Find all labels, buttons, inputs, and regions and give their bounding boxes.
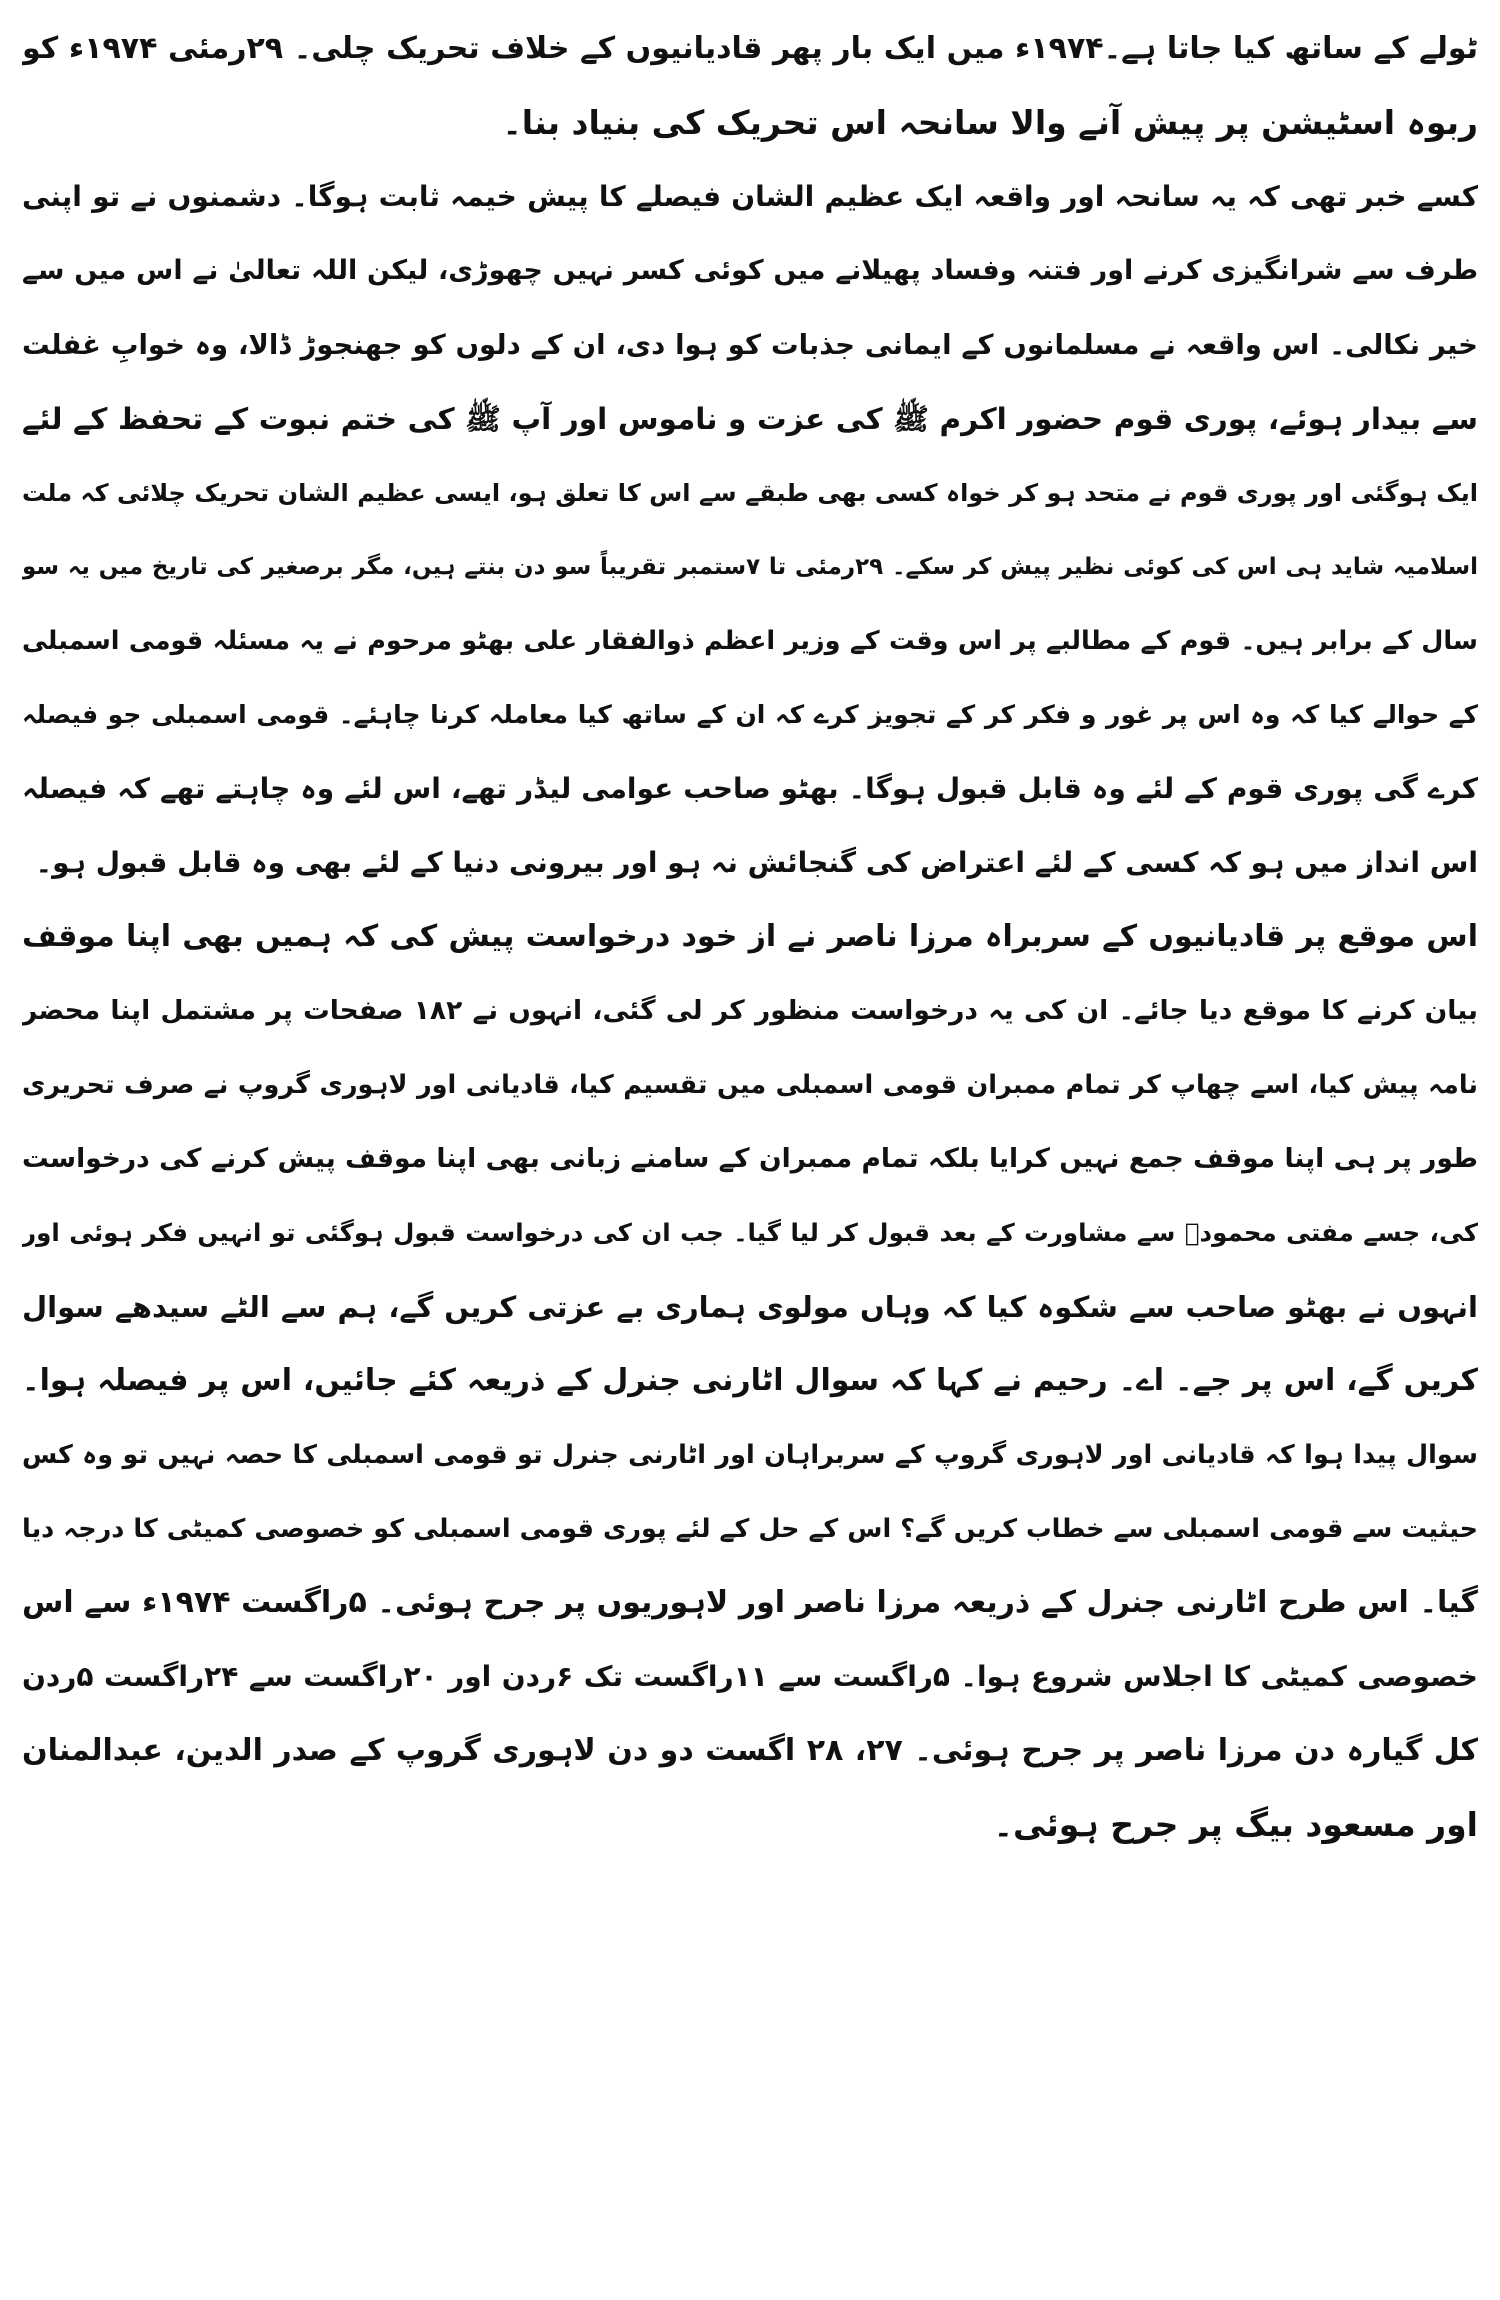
paragraph-2 <box>22 160 1478 900</box>
document-page <box>22 12 1478 2288</box>
text-line: خصوصی کمیٹی کا اجلاس شروع ہوا۔ ۵راگست سے ۱۱راگست تک ۶ردن اور ۲۰راگست سے ۲۴راگست ۵ردن <box>22 1660 1478 1693</box>
text-line: سوال پیدا ہوا کہ قادیانی اور لاہوری گروپ کے سربراہان اور اٹارنی جنرل تو قومی اسمبلی کا حصہ نہیں تو وہ کس <box>22 1440 1478 1470</box>
text-line: ایک ہوگئی اور پوری قوم نے متحد ہو کر خواہ کسی بھی طبقے سے اس کا تعلق ہو، ایسی عظیم الشان تحریک چلائی کہ ملت <box>22 479 1478 507</box>
text-line: انہوں نے بھٹو صاحب سے شکوہ کیا کہ وہاں مولوی ہماری بے عزتی کریں گے، ہم سے الٹے سیدھے سوال <box>22 1290 1478 1324</box>
text-line: کل گیارہ دن مرزا ناصر پر جرح ہوئی۔ ۲۷، ۲۸ اگست دو دن لاہوری گروپ کے صدر الدین، عبدالمنان <box>22 1733 1478 1768</box>
text-line: گیا۔ اس طرح اٹارنی جنرل کے ذریعہ مرزا ناصر اور لاہوریوں پر جرح ہوئی۔ ۵راگست ۱۹۷۴ء سے اس <box>22 1585 1478 1620</box>
text-line: اسلامیہ شاید ہی اس کی کوئی نظیر پیش کر سکے۔ ۲۹رمئی تا ۷ستمبر تقریباً سو دن بنتے ہیں، مگر برصغیر کی تاریخ میں یہ سو <box>22 554 1478 580</box>
text-line: کرے گی پوری قوم کے لئے وہ قابل قبول ہوگا۔ بھٹو صاحب عوامی لیڈر تھے، اس لئے وہ چاہتے تھے کہ فیصلہ <box>22 772 1478 805</box>
text-line: طور پر ہی اپنا موقف جمع نہیں کرایا بلکہ تمام ممبران کے سامنے زبانی بھی اپنا موقف پیش کرنے کی درخواست <box>22 1143 1478 1174</box>
text-line: ٹولے کے ساتھ کیا جاتا ہے۔۱۹۷۴ء میں ایک بار پھر قادیانیوں کے خلاف تحریک چلی۔ ۲۹رمئی ۱۹۷۴ء کو <box>22 31 1478 66</box>
text-line: اس انداز میں ہو کہ کسی کے لئے اعتراض کی گنجائش نہ ہو اور بیرونی دنیا کے لئے بھی وہ قابل قبول ہو۔ <box>35 846 1478 879</box>
text-line: کریں گے، اس پر جے۔ اے۔ رحیم نے کہا کہ سوال اٹارنی جنرل کے ذریعہ کئے جائیں، اس پر فیصلہ ہوا۔ <box>22 1363 1478 1398</box>
text-line: بیان کرنے کا موقع دیا جائے۔ ان کی یہ درخواست منظور کر لی گئی، انہوں نے ۱۸۲ صفحات پر مشتمل اپنا محضر <box>22 995 1478 1026</box>
paragraph-3 <box>22 900 1478 1862</box>
text-line: حیثیت سے قومی اسمبلی سے خطاب کریں گے؟ اس کے حل کے لئے پوری قومی اسمبلی کو خصوصی کمیٹی کا درجہ دیا <box>22 1514 1478 1544</box>
text-line: خیر نکالی۔ اس واقعہ نے مسلمانوں کے ایمانی جذبات کو ہوا دی، ان کے دلوں کو جھنجوڑ ڈالا، وہ خوابِ غفلت <box>22 329 1478 361</box>
text-line: کے حوالے کیا کہ وہ اس پر غور و فکر کر کے تجویز کرے کہ ان کے ساتھ کیا معاملہ کرنا چاہئے۔ قومی اسمبلی جو فیصلہ <box>22 700 1478 729</box>
text-line: سال کے برابر ہیں۔ قوم کے مطالبے پر اس وقت کے وزیر اعظم ذوالفقار علی بھٹو مرحوم نے یہ مسئلہ قومی اسمبلی <box>22 626 1478 656</box>
text-line: نامہ پیش کیا، اسے چھاپ کر تمام ممبران قومی اسمبلی میں تقسیم کیا، قادیانی اور لاہوری گروپ نے صرف تحریری <box>22 1070 1478 1100</box>
text-line: کسے خبر تھی کہ یہ سانحہ اور واقعہ ایک عظیم الشان فیصلے کا پیش خیمہ ثابت ہوگا۔ دشمنوں نے تو اپنی <box>22 180 1478 213</box>
text-line: سے بیدار ہوئے، پوری قوم حضور اکرم ﷺ کی عزت و ناموس اور آپ ﷺ کی ختم نبوت کے تحفظ کے لئے <box>22 402 1478 436</box>
paragraph-1 <box>22 12 1478 160</box>
text-line: طرف سے شرانگیزی کرنے اور فتنہ وفساد پھیلانے میں کوئی کسر نہیں چھوڑی، لیکن اللہ تعالیٰ نے اس میں سے <box>22 255 1478 286</box>
text-line: اور مسعود بیگ پر جرح ہوئی۔ <box>993 1805 1478 1844</box>
text-line: ربوہ اسٹیشن پر پیش آنے والا سانحہ اس تحریک کی بنیاد بنا۔ <box>502 103 1478 142</box>
text-line: کی، جسے مفتی محمودؒ سے مشاورت کے بعد قبول کر لیا گیا۔ جب ان کی درخواست قبول ہوگئی تو انہیں فکر ہوئی اور <box>22 1218 1478 1247</box>
text-line: اس موقع پر قادیانیوں کے سربراہ مرزا ناصر نے از خود درخواست پیش کی کہ ہمیں بھی اپنا موقف <box>22 919 1478 954</box>
